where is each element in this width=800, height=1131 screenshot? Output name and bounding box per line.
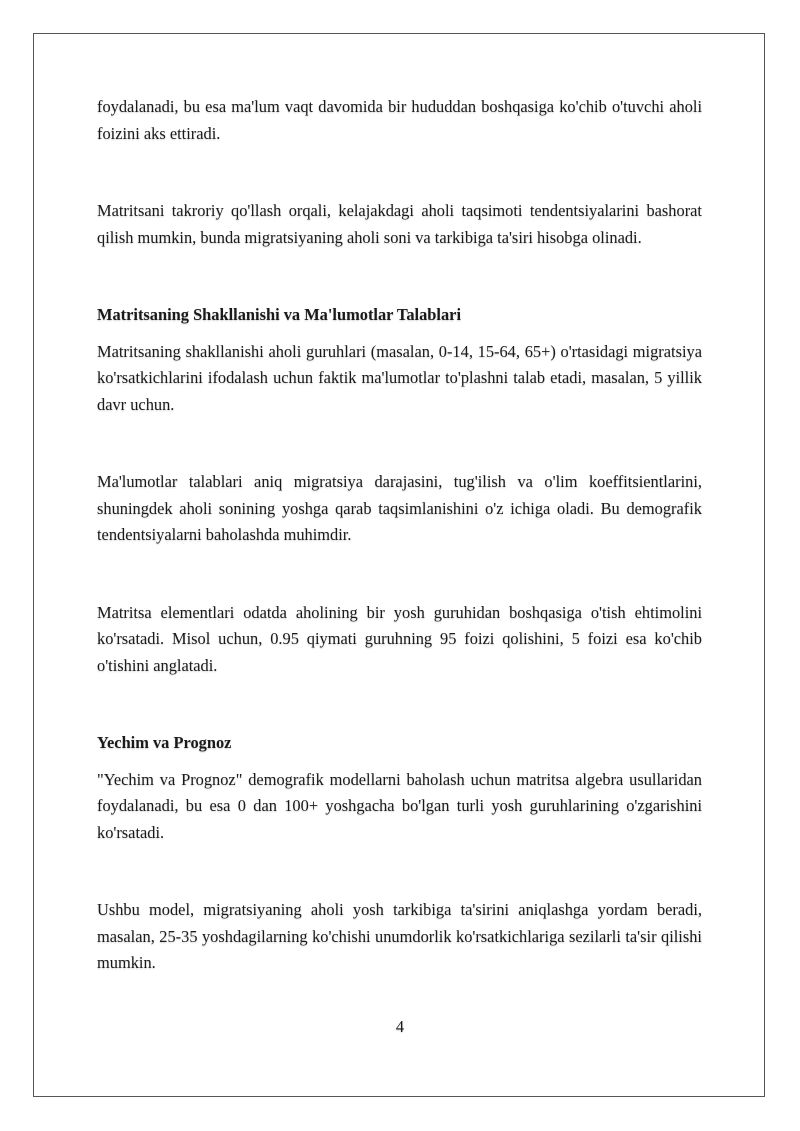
- paragraph-5: Matritsa elementlari odatda aholining bir yosh guruhidan boshqasiga o'tish ehtimolini ko'rsatadi. Misol uchun, 0.95 qiymati guruhning 95 foizi qolishini, 5 foizi esa ko'chib o'tishini anglatadi.: [97, 602, 702, 675]
- page-number: 4: [395, 1017, 405, 1036]
- paragraph-1: foydalanadi, bu esa ma'lum vaqt davomida bir hududdan boshqasiga ko'chib o'tuvchi aholi foizini aks ettiradi.: [97, 97, 702, 143]
- paragraph-6: "Yechim va Prognoz" demografik modellarni baholash uchun matritsa algebra usullaridan foydalanadi, bu esa 0 dan 100+ yoshgacha bo'lgan turli yosh guruhlarining o'zgarishini ko'rsatadi.: [97, 769, 702, 842]
- paragraph-2: Matritsani takroriy qo'llash orqali, kelajakdagi aholi taqsimoti tendentsiyalarini bashorat qilish mumkin, bunda migratsiyaning aholi soni va tarkibiga ta'siri hisobga olinadi.: [97, 201, 702, 247]
- paragraph-3: Matritsaning shakllanishi aholi guruhlari (masalan, 0-14, 15-64, 65+) o'rtasidagi migratsiya ko'rsatkichlarini ifodalash uchun faktik ma'lumotlar to'plashni talab etadi, masalan, 5 yillik davr uchun.: [97, 341, 702, 414]
- paragraph-4: Ma'lumotlar talablari aniq migratsiya darajasini, tug'ilish va o'lim koeffitsientlarini, shuningdek aholi sonining yoshga qarab taqsimlanishini o'z ichiga oladi. Bu demografik tendentsiyalarni baholashda muhimdir.: [97, 472, 702, 544]
- page-content: [97, 94, 702, 977]
- section-heading-solution-forecast: Yechim va Prognoz: [97, 733, 232, 752]
- paragraph-7: Ushbu model, migratsiyaning aholi yosh tarkibiga ta'sirini aniqlashga yordam beradi, masalan, 25-35 yoshdagilarning ko'chishi unumdorlik ko'rsatkichlariga sezilarli ta'sir qilishi mumkin.: [97, 900, 702, 972]
- section-heading-matrix-formation: Matritsaning Shakllanishi va Ma'lumotlar Talablari: [97, 305, 462, 324]
